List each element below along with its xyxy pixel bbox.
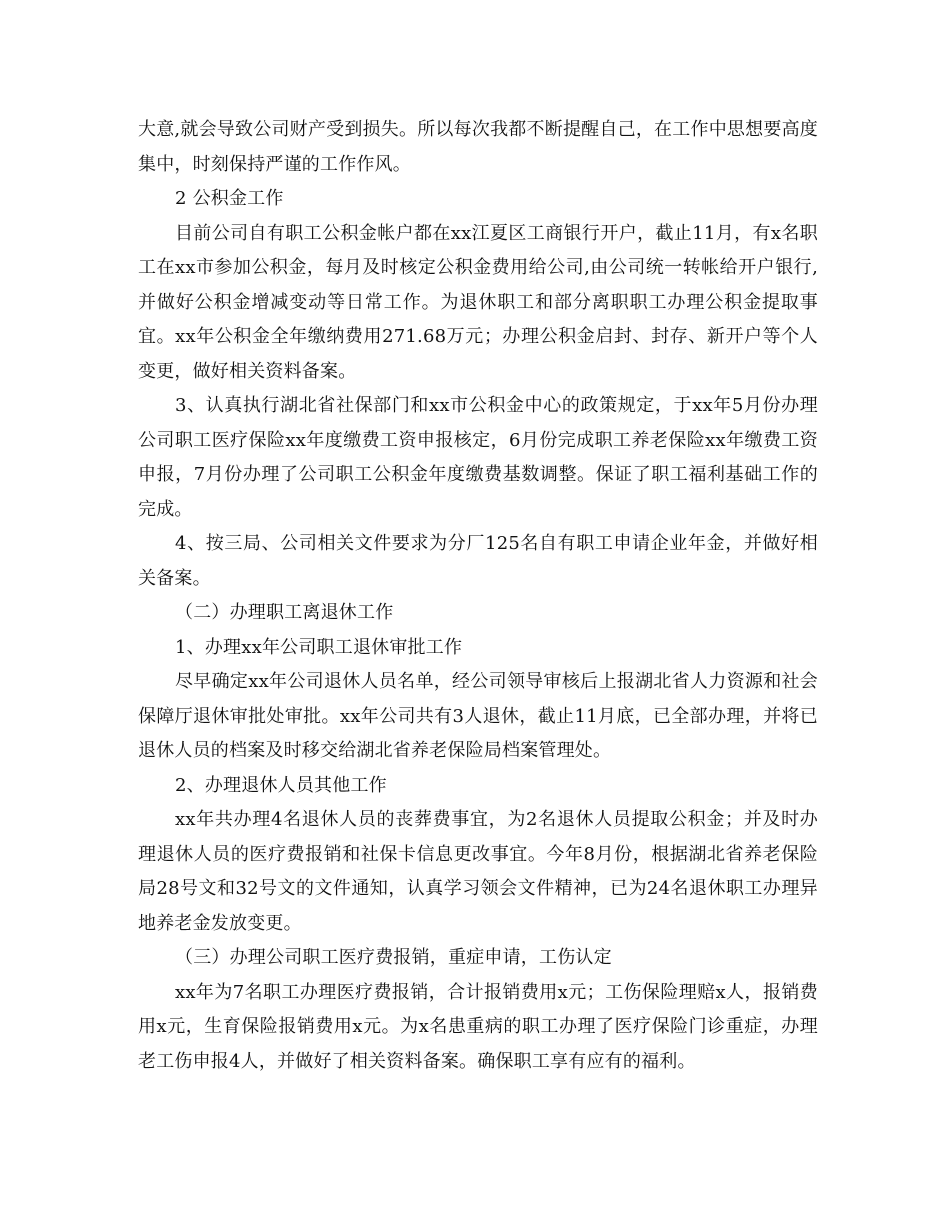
paragraph-retiree-other-work: xx年共办理4名退休人员的丧葬费事宜，为2名退休人员提取公积金；并及时办理退休人员的医疗费报销和社保卡信息更改事宜。今年8月份，根据湖北省养老保险局28号文和32号文的文件通知，认真学习领会文件精神，已为24名退休职工办理异地养老金发放变更。: [138, 809, 818, 934]
paragraph-medical: xx年为7名职工办理医疗费报销，合计报销费用x元；工伤保险理赔x人，报销费用x元，生育保险报销费用x元。为x名患重病的职工办理了医疗保险门诊重症，办理老工伤申报4人，并做好了相关资料备案。确保职工享有应有的福利。: [138, 981, 818, 1072]
section-heading-retirement: （二）办理职工离退休工作: [175, 602, 394, 623]
paragraph-item-4: 4、按三局、公司相关文件要求为分厂125名自有职工申请企业年金，并做好相关备案。: [138, 533, 818, 589]
paragraph-housing-fund: 目前公司自有职工公积金帐户都在xx江夏区工商银行开户，截止11月，有x名职工在xx市参加公积金，每月及时核定公积金费用给公司,由公司统一转帐给开户银行,并做好公积金增减变动等日常工作。为退休职工和部分离职职工办理公积金提取事宜。xx年公积金全年缴纳费用271.68万元；办理公积金启封、封存、新开户等个人变更，做好相关资料备案。: [138, 222, 818, 382]
document-body: [138, 113, 818, 1079]
paragraph-retirement-approval: 尽早确定xx年公司退休人员名单，经公司领导审核后上报湖北省人力资源和社会保障厅退休审批处审批。xx年公司共有3人退休，截止11月底，已全部办理，并将已退休人员的档案及时移交给湖北省养老保险局档案管理处。: [138, 671, 818, 761]
heading-housing-fund: 2 公积金工作: [175, 188, 284, 209]
heading-retiree-other-work: 2、办理退休人员其他工作: [175, 774, 387, 796]
heading-retirement-approval: 1、办理xx年公司职工退休审批工作: [175, 636, 463, 658]
paragraph-item-3: 3、认真执行湖北省社保部门和xx市公积金中心的政策规定，于xx年5月份办理公司职工医疗保险xx年度缴费工资申报核定，6月份完成职工养老保险xx年缴费工资申报，7月份办理了公司职工公积金年度缴费基数调整。保证了职工福利基础工作的完成。: [138, 395, 818, 520]
section-heading-medical: （三）办理公司职工医疗费报销，重症申请，工伤认定: [175, 947, 612, 968]
paragraph-continuation: 大意,就会导致公司财产受到损失。所以每次我都不断提醒自己，在工作中思想要高度集中，时刻保持严谨的工作作风。: [138, 119, 818, 175]
